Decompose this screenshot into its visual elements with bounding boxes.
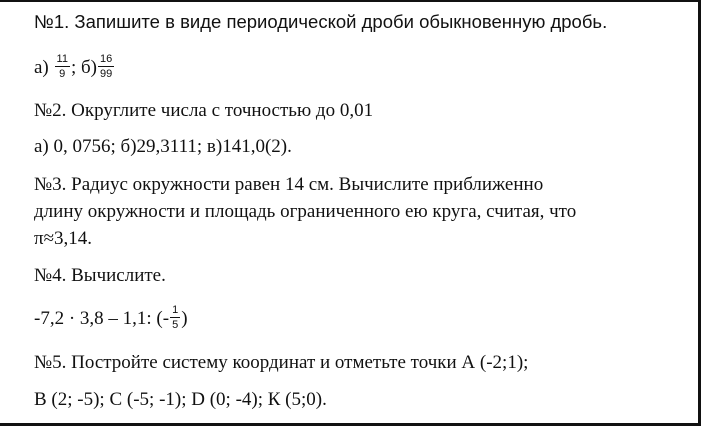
fraction-denominator: 99 bbox=[99, 67, 113, 80]
task3-line2: длину окружности и площадь ограниченного ею круга, считая, что bbox=[34, 201, 577, 222]
task1-separator: ; bbox=[70, 57, 77, 78]
fraction-denominator: 5 bbox=[172, 318, 179, 331]
task4-expression bbox=[34, 303, 188, 333]
task1-title: №1. Запишите в виде периодической дроби обыкновенную дробь. bbox=[34, 11, 608, 32]
task1-a-label: а) bbox=[34, 57, 49, 78]
fraction-numerator: 16 bbox=[99, 52, 113, 65]
task3-line3: π≈3,14. bbox=[34, 228, 93, 249]
task4-expr-suffix: ) bbox=[181, 308, 188, 329]
fraction-numerator: 11 bbox=[56, 52, 68, 65]
task2-items: а) 0, 0756; б)29,3111; в)141,0(2). bbox=[34, 136, 292, 157]
task4-expr-prefix: -7,2 · 3,8 – 1,1: (- bbox=[34, 308, 170, 329]
task4-title: №4. Вычислите. bbox=[34, 265, 166, 286]
task3-line1: №3. Радиус окружности равен 14 см. Вычислите приближенно bbox=[34, 174, 544, 195]
fraction-numerator: 1 bbox=[172, 303, 179, 316]
task1-fractions bbox=[34, 52, 115, 82]
task1-b-label: б) bbox=[80, 57, 97, 78]
fraction-denominator: 9 bbox=[59, 67, 66, 80]
page-border-top bbox=[0, 0, 701, 2]
task5-line1: №5. Постройте систему координат и отметьте точки А (-2;1); bbox=[34, 352, 529, 373]
fraction-11-9 bbox=[55, 54, 70, 80]
task5-line2: В (2; -5); С (-5; -1); D (0; -4); К (5;0). bbox=[34, 389, 327, 410]
task2-title: №2. Округлите числа с точностью до 0,01 bbox=[34, 100, 374, 121]
fraction-1-5 bbox=[170, 305, 180, 331]
fraction-16-99 bbox=[98, 54, 114, 80]
